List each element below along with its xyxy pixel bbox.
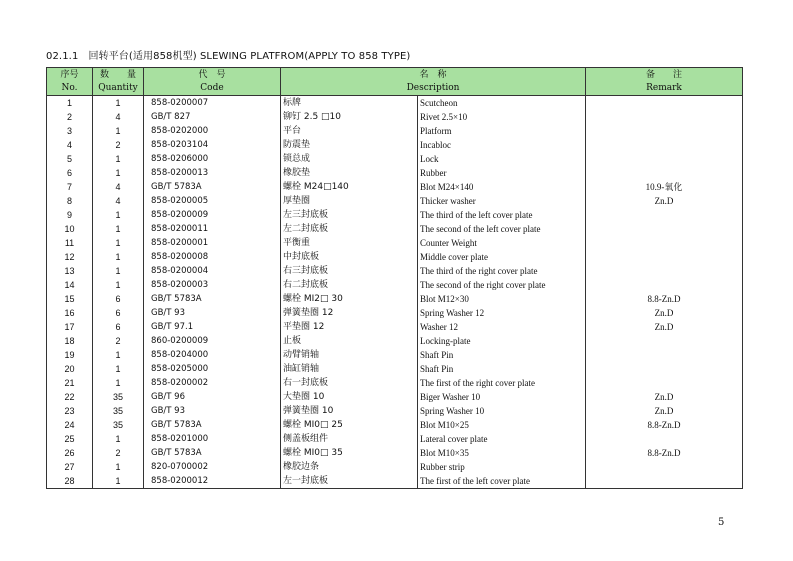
row-remark [586,362,743,376]
table-row [47,208,743,222]
row-number: 26 [47,446,93,460]
row-description: Locking-plate [418,334,586,348]
row-number: 25 [47,432,93,446]
row-quantity: 1 [93,432,144,446]
table-row [47,418,743,432]
row-number: 9 [47,208,93,222]
row-code: GB/T 5783A [144,446,281,460]
row-number: 6 [47,166,93,180]
row-name-cn: 右二封底板 [281,278,418,292]
row-description: The third of the right cover plate [418,264,586,278]
row-quantity: 1 [93,166,144,180]
table-row [47,194,743,208]
row-code: 858-0205000 [144,362,281,376]
row-remark: 8.8-Zn.D [586,292,743,306]
row-number: 17 [47,320,93,334]
row-name-cn: 螺栓 MI2□ 30 [281,292,418,306]
row-name-cn: 动臂销轴 [281,348,418,362]
row-name-cn: 侧盖板组件 [281,432,418,446]
row-description: Lock [418,152,586,166]
col-qty-en: Quantity [93,82,144,96]
row-quantity: 1 [93,152,144,166]
row-number: 14 [47,278,93,292]
row-code: 858-0202000 [144,124,281,138]
row-code: GB/T 96 [144,390,281,404]
table-row [47,138,743,152]
row-code: 820-0700002 [144,460,281,474]
row-code: 858-0200013 [144,166,281,180]
row-name-cn: 平垫圈 12 [281,320,418,334]
row-quantity: 4 [93,110,144,124]
row-name-cn: 左二封底板 [281,222,418,236]
row-code: 858-0200002 [144,376,281,390]
row-number: 28 [47,474,93,489]
row-number: 22 [47,390,93,404]
row-name-cn: 弹簧垫圈 12 [281,306,418,320]
row-code: GB/T 5783A [144,292,281,306]
table-row [47,124,743,138]
row-description: Spring Washer 10 [418,404,586,418]
row-number: 3 [47,124,93,138]
row-number: 19 [47,348,93,362]
row-remark [586,96,743,111]
row-number: 21 [47,376,93,390]
row-remark [586,264,743,278]
row-description: Middle cover plate [418,250,586,264]
table-row [47,96,743,111]
row-code: 858-0200004 [144,264,281,278]
row-quantity: 4 [93,180,144,194]
row-remark: 10.9-氧化 [586,180,743,194]
row-description: Platform [418,124,586,138]
row-name-cn: 大垫圈 10 [281,390,418,404]
table-row [47,390,743,404]
row-remark [586,278,743,292]
page-number: 5 [718,517,725,528]
row-description: Counter Weight [418,236,586,250]
row-name-cn: 厚垫圈 [281,194,418,208]
row-description: The third of the left cover plate [418,208,586,222]
table-row [47,292,743,306]
row-code: 860-0200009 [144,334,281,348]
col-no-cn: 序号 [47,68,93,83]
table-row [47,166,743,180]
row-code: GB/T 97.1 [144,320,281,334]
row-remark: Zn.D [586,404,743,418]
row-remark [586,166,743,180]
row-code: 858-0200003 [144,278,281,292]
table-row [47,180,743,194]
row-quantity: 35 [93,404,144,418]
section-heading: 02.1.1 回转平台(适用858机型) SLEWING PLATFROM(APPLY TO 858 TYPE) [46,51,411,62]
row-number: 11 [47,236,93,250]
row-remark [586,152,743,166]
row-quantity: 1 [93,376,144,390]
row-code: 858-0200011 [144,222,281,236]
row-code: 858-0200007 [144,96,281,111]
row-description: Scutcheon [418,96,586,111]
row-number: 27 [47,460,93,474]
row-remark [586,376,743,390]
row-code: 858-0201000 [144,432,281,446]
row-code: 858-0206000 [144,152,281,166]
row-code: 858-0204000 [144,348,281,362]
row-description: The first of the right cover plate [418,376,586,390]
row-description: Lateral cover plate [418,432,586,446]
row-name-cn: 平台 [281,124,418,138]
row-remark [586,474,743,489]
row-name-cn: 左一封底板 [281,474,418,489]
row-name-cn: 右三封底板 [281,264,418,278]
row-remark [586,236,743,250]
row-description: The second of the left cover plate [418,222,586,236]
row-description: Blot M10×35 [418,446,586,460]
table-row [47,264,743,278]
col-remark-cn: 备 注 [586,68,743,83]
row-quantity: 4 [93,194,144,208]
row-name-cn: 弹簧垫圈 10 [281,404,418,418]
row-description: Spring Washer 12 [418,306,586,320]
row-quantity: 1 [93,264,144,278]
row-name-cn: 铆钉 2.5 □10 [281,110,418,124]
row-remark [586,432,743,446]
row-quantity: 6 [93,306,144,320]
row-remark: Zn.D [586,306,743,320]
row-quantity: 1 [93,460,144,474]
row-remark [586,124,743,138]
row-number: 15 [47,292,93,306]
table-row [47,446,743,460]
row-remark [586,348,743,362]
row-remark: Zn.D [586,194,743,208]
row-remark: 8.8-Zn.D [586,446,743,460]
row-quantity: 1 [93,124,144,138]
row-description: Shaft Pin [418,362,586,376]
row-quantity: 6 [93,292,144,306]
row-name-cn: 螺栓 MI0□ 25 [281,418,418,432]
row-quantity: 2 [93,446,144,460]
row-number: 18 [47,334,93,348]
row-number: 7 [47,180,93,194]
row-description: The first of the left cover plate [418,474,586,489]
row-description: Rubber strip [418,460,586,474]
row-name-cn: 锁总成 [281,152,418,166]
table-row [47,474,743,489]
row-remark [586,250,743,264]
row-remark: Zn.D [586,390,743,404]
row-description: Biger Washer 10 [418,390,586,404]
row-remark [586,110,743,124]
row-description: The second of the right cover plate [418,278,586,292]
row-code: 858-0200001 [144,236,281,250]
row-name-cn: 中封底板 [281,250,418,264]
row-number: 13 [47,264,93,278]
row-name-cn: 螺栓 MI0□ 35 [281,446,418,460]
row-name-cn: 左三封底板 [281,208,418,222]
row-quantity: 1 [93,362,144,376]
table-row [47,432,743,446]
table-row [47,222,743,236]
row-name-cn: 橡胶边条 [281,460,418,474]
row-number: 5 [47,152,93,166]
col-code-en: Code [144,82,281,96]
row-code: 858-0200009 [144,208,281,222]
row-quantity: 1 [93,474,144,489]
row-number: 12 [47,250,93,264]
table-row [47,110,743,124]
row-remark: Zn.D [586,320,743,334]
col-code-cn: 代 号 [144,68,281,83]
row-code: 858-0203104 [144,138,281,152]
col-remark-en: Remark [586,82,743,96]
row-code: GB/T 93 [144,404,281,418]
row-code: GB/T 93 [144,306,281,320]
table-row [47,306,743,320]
table-row [47,376,743,390]
row-name-cn: 右一封底板 [281,376,418,390]
row-code: 858-0200008 [144,250,281,264]
row-remark: 8.8-Zn.D [586,418,743,432]
row-name-cn: 螺栓 M24□140 [281,180,418,194]
table-row [47,362,743,376]
row-number: 1 [47,96,93,111]
row-quantity: 1 [93,222,144,236]
row-remark [586,138,743,152]
row-description: Thicker washer [418,194,586,208]
table-row [47,250,743,264]
row-number: 23 [47,404,93,418]
table-row [47,460,743,474]
row-remark [586,334,743,348]
row-description: Blot M24×140 [418,180,586,194]
row-quantity: 2 [93,138,144,152]
row-name-cn: 油缸销轴 [281,362,418,376]
row-code: GB/T 5783A [144,180,281,194]
row-name-cn: 防震垫 [281,138,418,152]
row-quantity: 1 [93,236,144,250]
row-remark [586,208,743,222]
row-quantity: 1 [93,96,144,111]
table-row [47,278,743,292]
col-name-cn: 名 称 [281,68,586,83]
table-row [47,348,743,362]
row-number: 8 [47,194,93,208]
row-number: 20 [47,362,93,376]
table-row [47,334,743,348]
row-quantity: 1 [93,278,144,292]
row-description: Blot M10×25 [418,418,586,432]
row-quantity: 35 [93,390,144,404]
row-number: 10 [47,222,93,236]
table-row [47,236,743,250]
row-quantity: 6 [93,320,144,334]
row-name-cn: 止板 [281,334,418,348]
parts-table [46,67,743,489]
row-quantity: 1 [93,348,144,362]
row-remark [586,460,743,474]
row-code: 858-0200012 [144,474,281,489]
row-number: 16 [47,306,93,320]
row-code: 858-0200005 [144,194,281,208]
row-code: GB/T 5783A [144,418,281,432]
col-qty-cn: 数 量 [93,68,144,83]
row-description: Blot M12×30 [418,292,586,306]
row-quantity: 1 [93,208,144,222]
table-row [47,152,743,166]
row-quantity: 2 [93,334,144,348]
row-description: Washer 12 [418,320,586,334]
row-name-cn: 标牌 [281,96,418,111]
row-number: 4 [47,138,93,152]
row-description: Shaft Pin [418,348,586,362]
col-name-en: Description [281,82,586,96]
row-quantity: 35 [93,418,144,432]
row-name-cn: 平衡重 [281,236,418,250]
row-code: GB/T 827 [144,110,281,124]
row-name-cn: 橡胶垫 [281,166,418,180]
parts-table-body [47,96,743,489]
row-description: Rubber [418,166,586,180]
row-remark [586,222,743,236]
row-number: 24 [47,418,93,432]
table-row [47,404,743,418]
table-row [47,320,743,334]
row-description: Rivet 2.5×10 [418,110,586,124]
row-quantity: 1 [93,250,144,264]
row-number: 2 [47,110,93,124]
row-description: Incabloc [418,138,586,152]
col-no-en: No. [47,82,93,96]
